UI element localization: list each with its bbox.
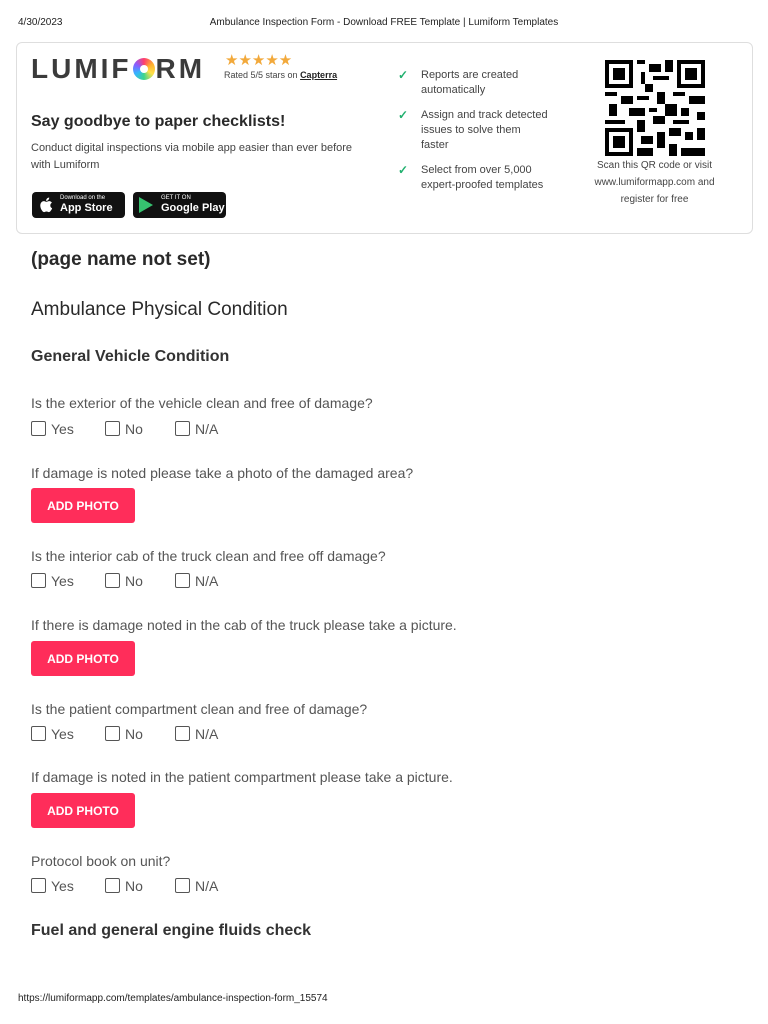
option-no[interactable] xyxy=(105,421,143,437)
google-play-button[interactable] xyxy=(133,192,226,218)
option-label: N/A xyxy=(195,573,219,589)
capterra-link[interactable]: Capterra xyxy=(300,70,338,80)
checkbox[interactable] xyxy=(31,726,46,741)
option-na[interactable] xyxy=(175,421,218,437)
question-label: Protocol book on unit? xyxy=(31,853,171,869)
question-label: If damage is noted in the patient compartment please take a picture. xyxy=(31,769,453,785)
google-play-icon xyxy=(139,197,153,213)
app-store-button[interactable] xyxy=(32,192,125,218)
rated-prefix: Rated 5/5 stars on xyxy=(224,70,298,80)
check-icon: ✓ xyxy=(398,108,409,122)
promo-banner xyxy=(16,42,753,234)
checkbox[interactable] xyxy=(175,878,190,893)
check-icon: ✓ xyxy=(398,163,409,177)
checkbox[interactable] xyxy=(105,421,120,436)
logo-text-right: RM xyxy=(155,53,206,84)
option-label: Yes xyxy=(51,421,74,437)
checkbox[interactable] xyxy=(105,878,120,893)
option-label: No xyxy=(125,726,143,742)
option-no[interactable] xyxy=(105,878,143,894)
question-label: If damage is noted please take a photo of the damaged area? xyxy=(31,465,414,481)
option-label: N/A xyxy=(195,878,219,894)
print-date: 4/30/2023 xyxy=(18,17,63,28)
add-photo-button[interactable]: ADD PHOTO xyxy=(31,641,135,676)
question-label: Is the patient compartment clean and free of damage? xyxy=(31,701,368,717)
app-store-label: App Store xyxy=(60,202,113,214)
option-label: No xyxy=(125,421,143,437)
question-label: Is the interior cab of the truck clean and free off damage? xyxy=(31,548,386,564)
qr-code-icon xyxy=(605,60,705,156)
print-footer-url: https://lumiformapp.com/templates/ambulance-inspection-form_15574 xyxy=(18,993,328,1004)
option-no[interactable] xyxy=(105,726,143,742)
option-label: N/A xyxy=(195,726,219,742)
feature-item xyxy=(400,163,550,193)
logo-ring-icon xyxy=(133,58,155,80)
subsection-title: General Vehicle Condition xyxy=(31,348,230,365)
option-yes[interactable] xyxy=(31,573,74,589)
feature-item xyxy=(400,68,550,98)
add-photo-button[interactable]: ADD PHOTO xyxy=(31,793,135,828)
subsection-title: Fuel and general engine fluids check xyxy=(31,922,312,939)
option-na[interactable] xyxy=(175,573,218,589)
option-label: Yes xyxy=(51,878,74,894)
option-label: Yes xyxy=(51,573,74,589)
option-na[interactable] xyxy=(175,726,218,742)
feature-text: Reports are created automatically xyxy=(421,69,519,96)
add-photo-button[interactable]: ADD PHOTO xyxy=(31,488,135,523)
banner-subtagline: Conduct digital inspections via mobile app easier than ever before with Lumiform xyxy=(31,142,353,171)
option-na[interactable] xyxy=(175,878,218,894)
google-play-small-text: GET IT ON xyxy=(161,195,191,201)
section-title: Ambulance Physical Condition xyxy=(31,299,288,320)
lumiform-logo[interactable] xyxy=(31,53,205,85)
option-yes[interactable] xyxy=(31,726,74,742)
logo-text-left: LUMIF xyxy=(31,53,132,84)
option-label: Yes xyxy=(51,726,74,742)
checkbox[interactable] xyxy=(31,878,46,893)
checkbox[interactable] xyxy=(175,573,190,588)
option-label: No xyxy=(125,878,143,894)
feature-text: Select from over 5,000 expert-proofed templates xyxy=(421,164,544,191)
option-no[interactable] xyxy=(105,573,143,589)
checkbox[interactable] xyxy=(31,421,46,436)
apple-icon xyxy=(39,197,53,216)
checkbox[interactable] xyxy=(31,573,46,588)
feature-text: Assign and track detected issues to solve them faster xyxy=(421,109,548,151)
checkbox[interactable] xyxy=(105,573,120,588)
google-play-label: Google Play xyxy=(161,202,225,214)
question-label: If there is damage noted in the cab of the truck please take a picture. xyxy=(31,617,457,633)
banner-tagline: Say goodbye to paper checklists! xyxy=(31,113,286,130)
checkbox[interactable] xyxy=(175,726,190,741)
checkbox[interactable] xyxy=(175,421,190,436)
checkbox[interactable] xyxy=(105,726,120,741)
option-label: N/A xyxy=(195,421,219,437)
rating-text xyxy=(224,70,337,80)
feature-item xyxy=(400,108,550,153)
app-store-small-text: Download on the xyxy=(60,195,106,201)
option-label: No xyxy=(125,573,143,589)
question-label: Is the exterior of the vehicle clean and free of damage? xyxy=(31,395,373,411)
page-name: (page name not set) xyxy=(31,249,211,270)
check-icon: ✓ xyxy=(398,68,409,82)
qr-instructions: Scan this QR code or visit www.lumiformapp.com and register for free xyxy=(594,160,715,205)
print-page-title: Ambulance Inspection Form - Download FREE Template | Lumiform Templates xyxy=(209,17,559,28)
rating-stars-icon: ★★★★★ xyxy=(225,52,293,69)
option-yes[interactable] xyxy=(31,421,74,437)
option-yes[interactable] xyxy=(31,878,74,894)
